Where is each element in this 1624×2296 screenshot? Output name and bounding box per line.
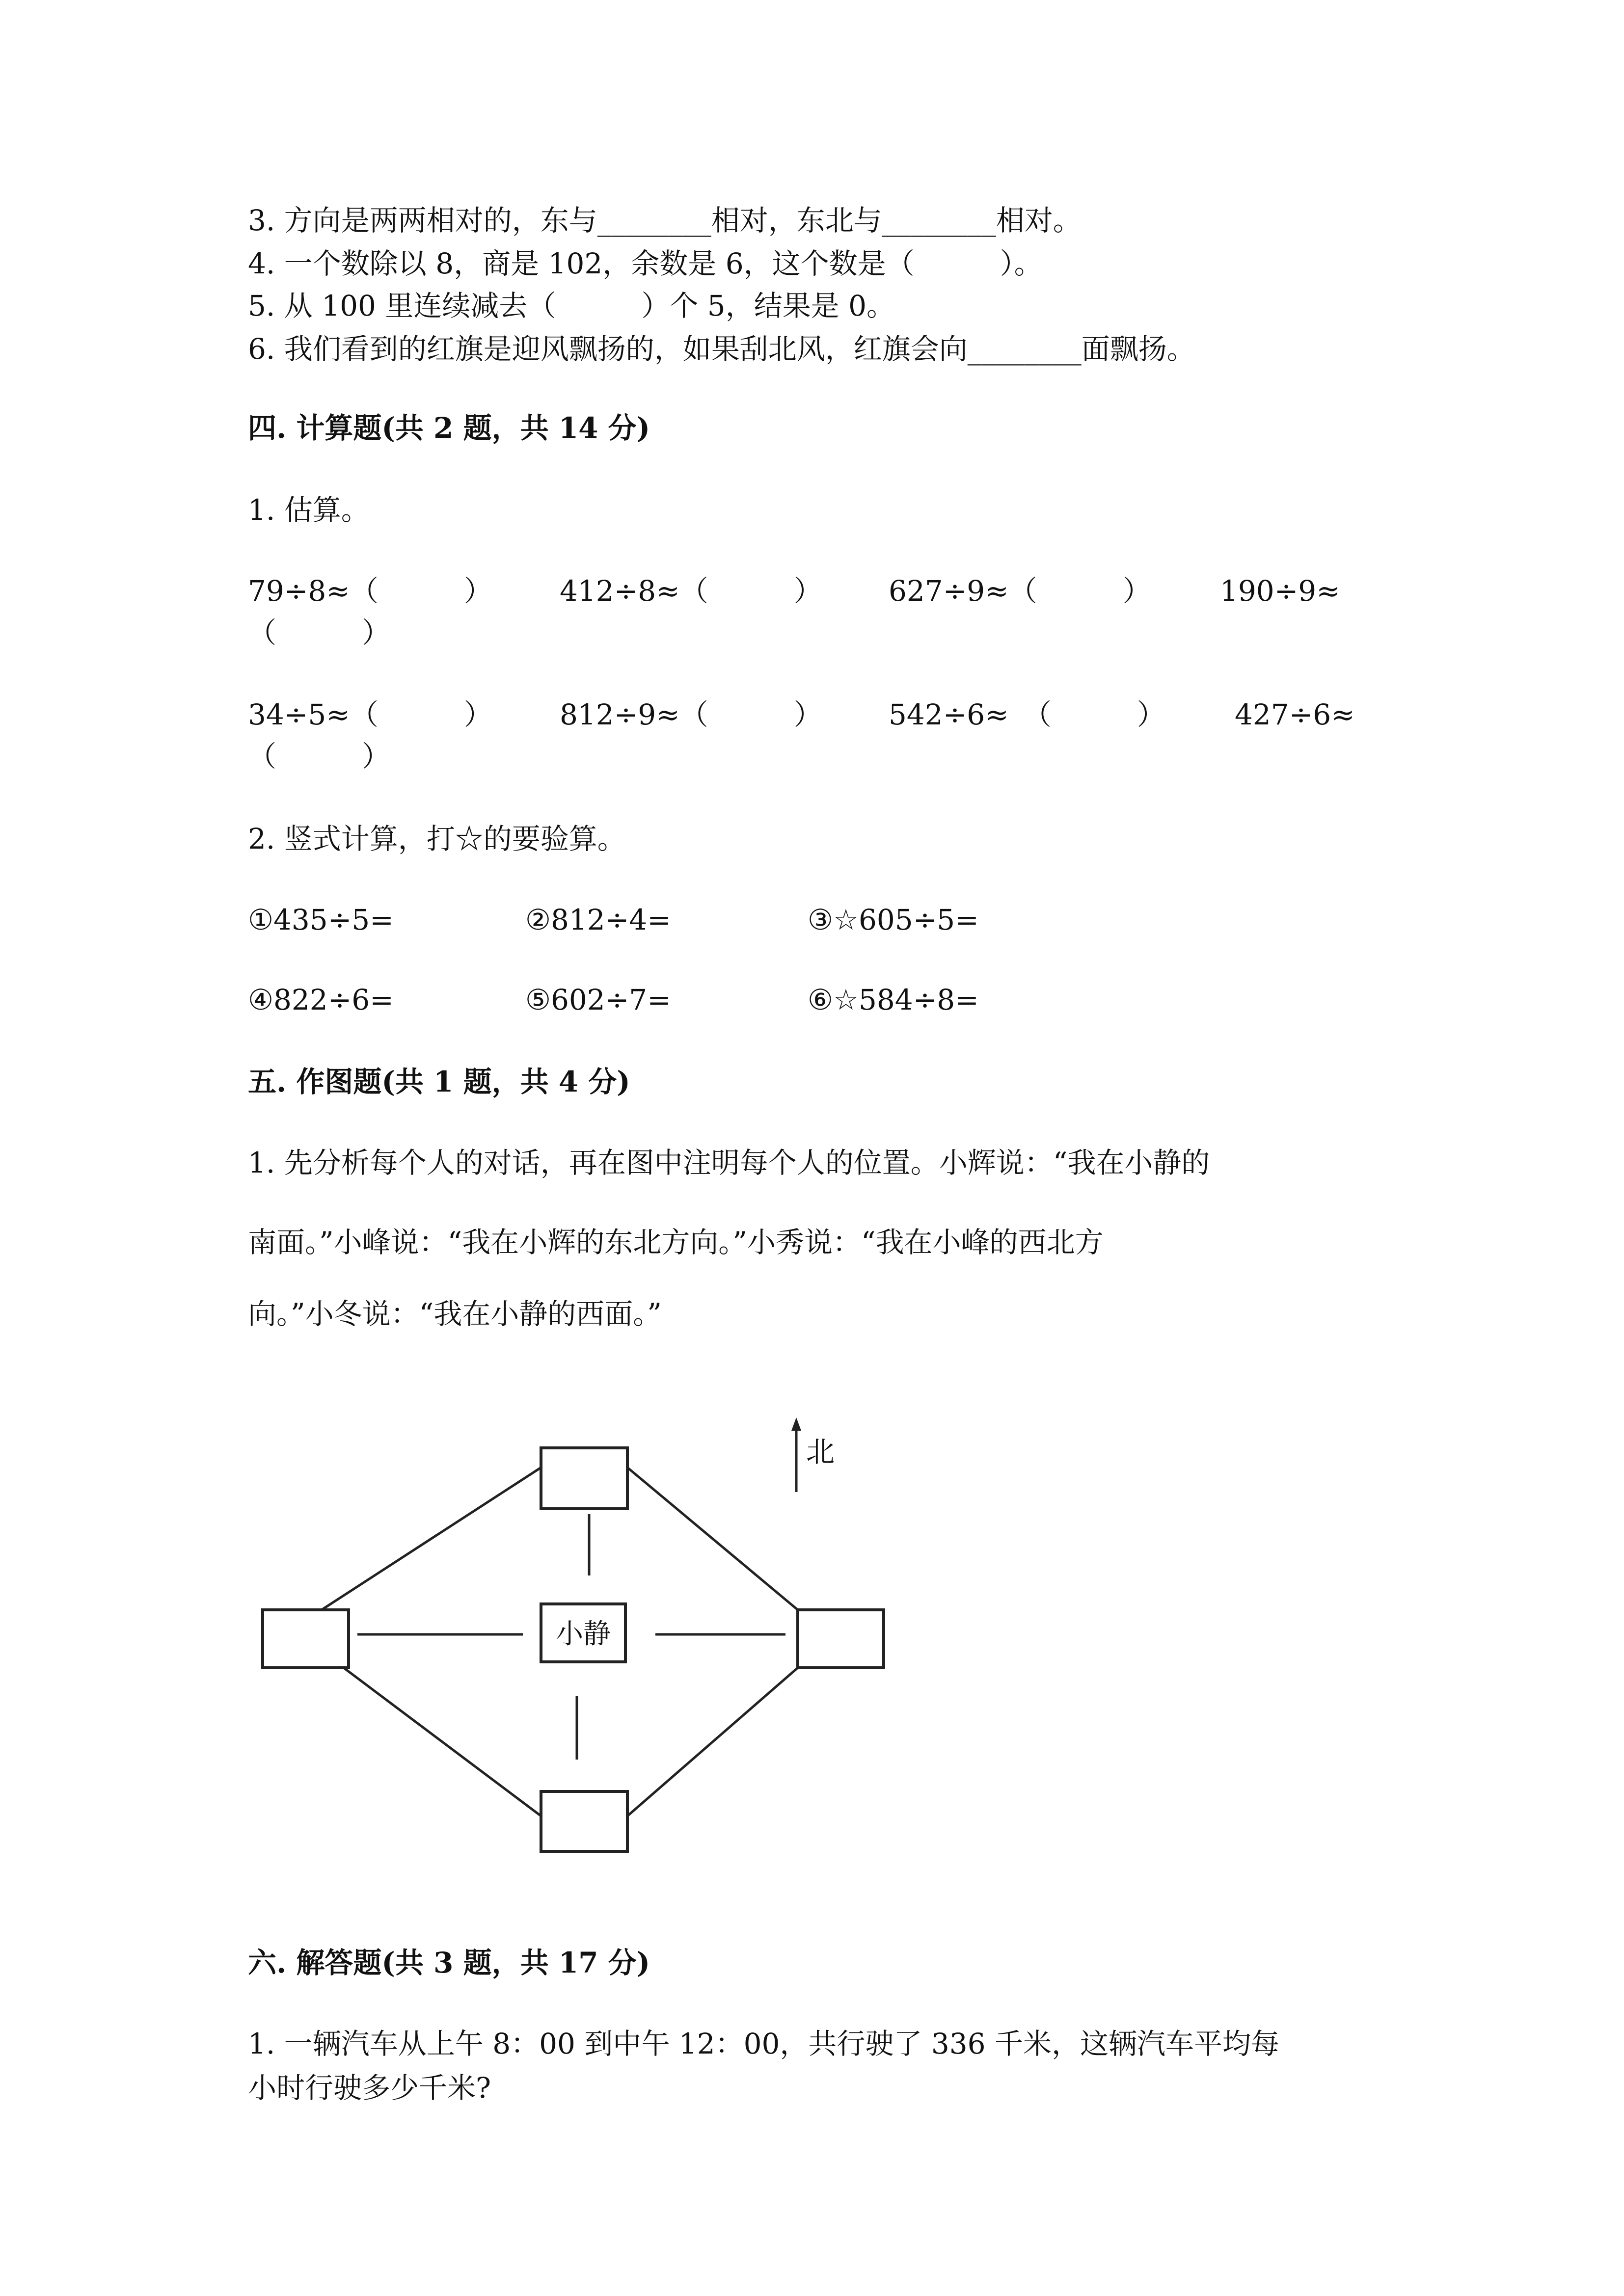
estimate-item: 427÷6≈ xyxy=(1235,698,1355,731)
question-4: 4. 一个数除以 8，商是 102，余数是 6，这个数是（ ）。 xyxy=(248,247,1043,280)
estimate-item-wrap: （ ） xyxy=(248,740,391,773)
vertical-calc-item: ②812÷4= xyxy=(525,903,671,936)
word-problem-line-2: 小时行驶多少千米? xyxy=(248,2071,491,2105)
connector-line xyxy=(322,1468,541,1610)
center-label: 小静 xyxy=(556,1618,611,1650)
vertical-calc-item: ⑤602÷7= xyxy=(525,983,671,1016)
vertical-calc-item: ③☆605÷5= xyxy=(808,903,979,936)
drawing-question-line-2: 南面。”小峰说：“我在小辉的东北方向。”小秀说：“我在小峰的西北方 xyxy=(248,1226,1104,1259)
estimate-title: 1. 估算。 xyxy=(248,493,370,527)
estimate-item: 79÷8≈（ ） xyxy=(248,574,492,608)
connector-line xyxy=(344,1668,541,1816)
question-6: 6. 我们看到的红旗是迎风飘扬的，如果刮北风，红旗会向________面飘扬。 xyxy=(248,332,1195,366)
vertical-calc-item: ①435÷5= xyxy=(248,903,394,936)
estimate-item: 812÷9≈（ ） xyxy=(560,698,822,731)
estimate-item-wrap: （ ） xyxy=(248,616,391,649)
section-5-heading: 五. 作图题(共 1 题，共 4 分) xyxy=(248,1065,630,1098)
position-box-west xyxy=(263,1610,349,1668)
question-5: 5. 从 100 里连续减去（ ）个 5，结果是 0。 xyxy=(248,289,895,322)
section-4-heading: 四. 计算题(共 2 题，共 14 分) xyxy=(248,411,650,445)
vertical-calc-title: 2. 竖式计算，打☆的要验算。 xyxy=(248,822,626,855)
drawing-question-line-1: 1. 先分析每个人的对话，再在图中注明每个人的位置。小辉说：“我在小静的 xyxy=(248,1146,1210,1179)
position-box-east xyxy=(798,1610,884,1668)
north-arrow-icon xyxy=(791,1417,801,1431)
connector-line xyxy=(627,1668,798,1816)
estimate-item: 190÷9≈ xyxy=(1220,574,1340,608)
estimate-item: 412÷8≈（ ） xyxy=(560,574,822,608)
position-box-north xyxy=(541,1448,627,1509)
position-box-south xyxy=(541,1791,627,1851)
north-label: 北 xyxy=(806,1435,835,1468)
section-6-heading: 六. 解答题(共 3 题，共 17 分) xyxy=(248,1946,650,1979)
drawing-question-line-3: 向。”小冬说：“我在小静的西面。” xyxy=(248,1297,662,1331)
vertical-calc-item: ④822÷6= xyxy=(248,983,394,1016)
vertical-calc-item: ⑥☆584÷8= xyxy=(808,983,979,1016)
estimate-item: 542÷6≈ （ ） xyxy=(889,698,1165,731)
connector-line xyxy=(627,1468,798,1610)
question-3: 3. 方向是两两相对的，东与________相对，东北与________相对。 xyxy=(248,204,1082,237)
estimate-item: 627÷9≈（ ） xyxy=(889,574,1151,608)
estimate-item: 34÷5≈（ ） xyxy=(248,698,492,731)
word-problem-line-1: 1. 一辆汽车从上午 8：00 到中午 12：00，共行驶了 336 千米，这辆汽车平均每 xyxy=(248,2027,1279,2060)
